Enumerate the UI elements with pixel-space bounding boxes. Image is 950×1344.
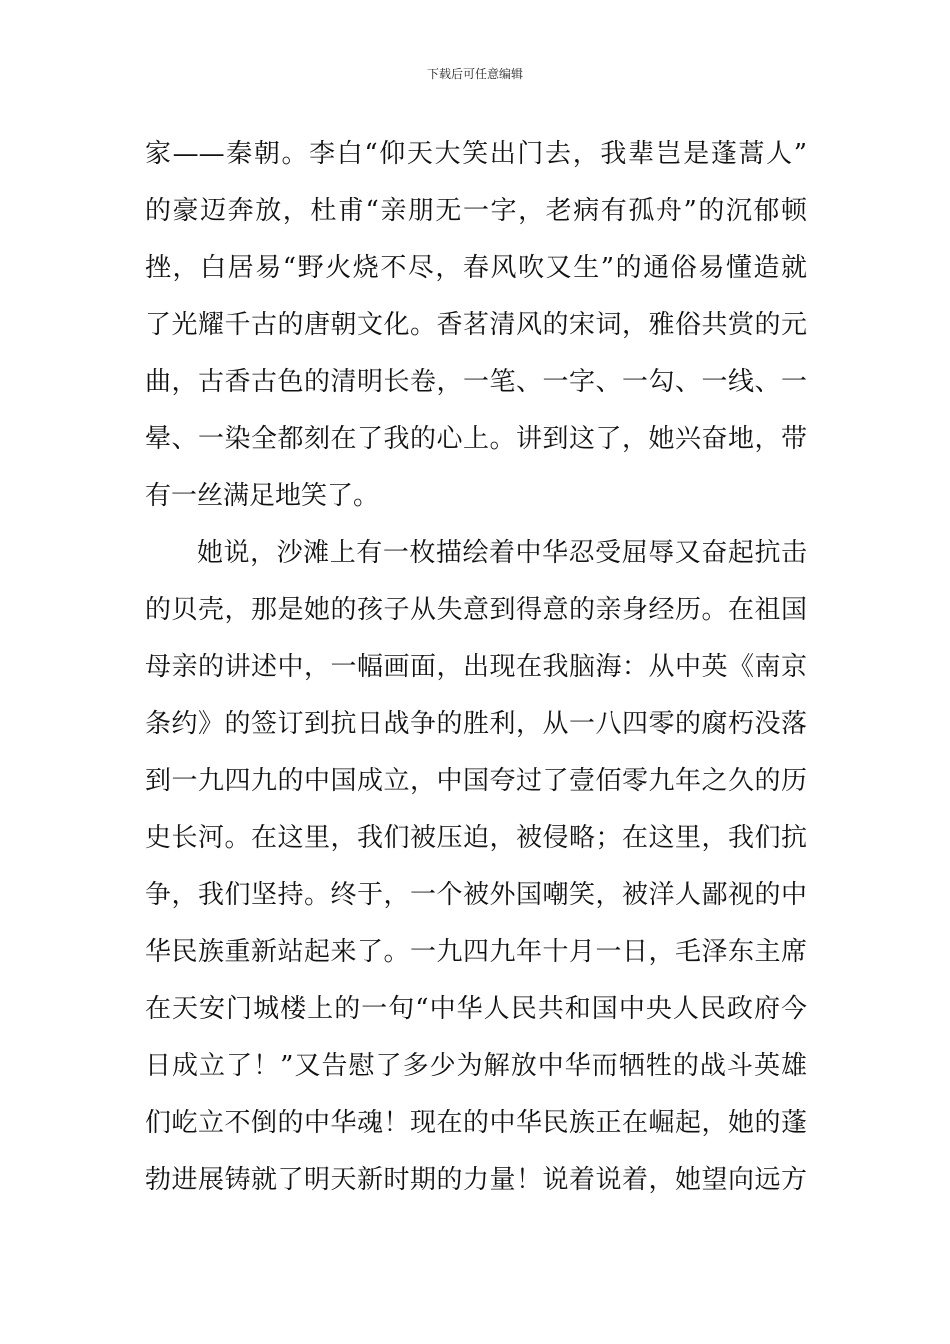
text-line: 她说，沙滩上有一枚描绘着中华忍受屈辱又奋起抗击 (197, 538, 807, 568)
text-line: 曲，古香古色的清明长卷，一笔、一字、一勾、一线、一 (145, 367, 807, 397)
text-line: 挫，白居易“野火烧不尽，春风吹又生”的通俗易懂造就 (145, 253, 807, 283)
paragraph-1 (145, 126, 807, 525)
text-line: 的贝壳，那是她的孩子从失意到得意的亲身经历。在祖国 (145, 595, 807, 625)
text-line: 晕、一染全都刻在了我的心上。讲到这了，她兴奋地，带 (145, 424, 807, 454)
text-line: 了光耀千古的唐朝文化。香茗清风的宋词，雅俗共赏的元 (145, 310, 807, 340)
text-line: 华民族重新站起来了。一九四九年十月一日，毛泽东主席 (145, 937, 807, 967)
text-line: 到一九四九的中国成立，中国夸过了壹佰零九年之久的历 (145, 766, 807, 796)
text-line: 勃进展铸就了明天新时期的力量！说着说着，她望向远方 (145, 1165, 807, 1195)
text-line: 家——秦朝。李白“仰天大笑出门去，我辈岂是蓬蒿人” (145, 139, 807, 169)
paragraph-2 (145, 525, 807, 1209)
text-line: 在天安门城楼上的一句“中华人民共和国中央人民政府今 (145, 994, 807, 1024)
document-body (145, 126, 807, 1209)
text-line: 们屹立不倒的中华魂！现在的中华民族正在崛起，她的蓬 (145, 1108, 807, 1138)
text-line: 日成立了！”又告慰了多少为解放中华而牺牲的战斗英雄 (145, 1051, 807, 1081)
text-line: 有一丝满足地笑了。 (145, 481, 380, 511)
text-line: 史长河。在这里，我们被压迫，被侵略；在这里，我们抗 (145, 823, 807, 853)
text-line: 条约》的签订到抗日战争的胜利，从一八四零的腐朽没落 (145, 709, 807, 739)
text-line: 的豪迈奔放，杜甫“亲朋无一字，老病有孤舟”的沉郁顿 (145, 196, 807, 226)
page-header: 下载后可任意编辑 (426, 67, 523, 81)
text-line: 争，我们坚持。终于，一个被外国嘲笑，被洋人鄙视的中 (145, 880, 807, 910)
text-line: 母亲的讲述中，一幅画面，出现在我脑海：从中英《南京 (145, 652, 807, 682)
